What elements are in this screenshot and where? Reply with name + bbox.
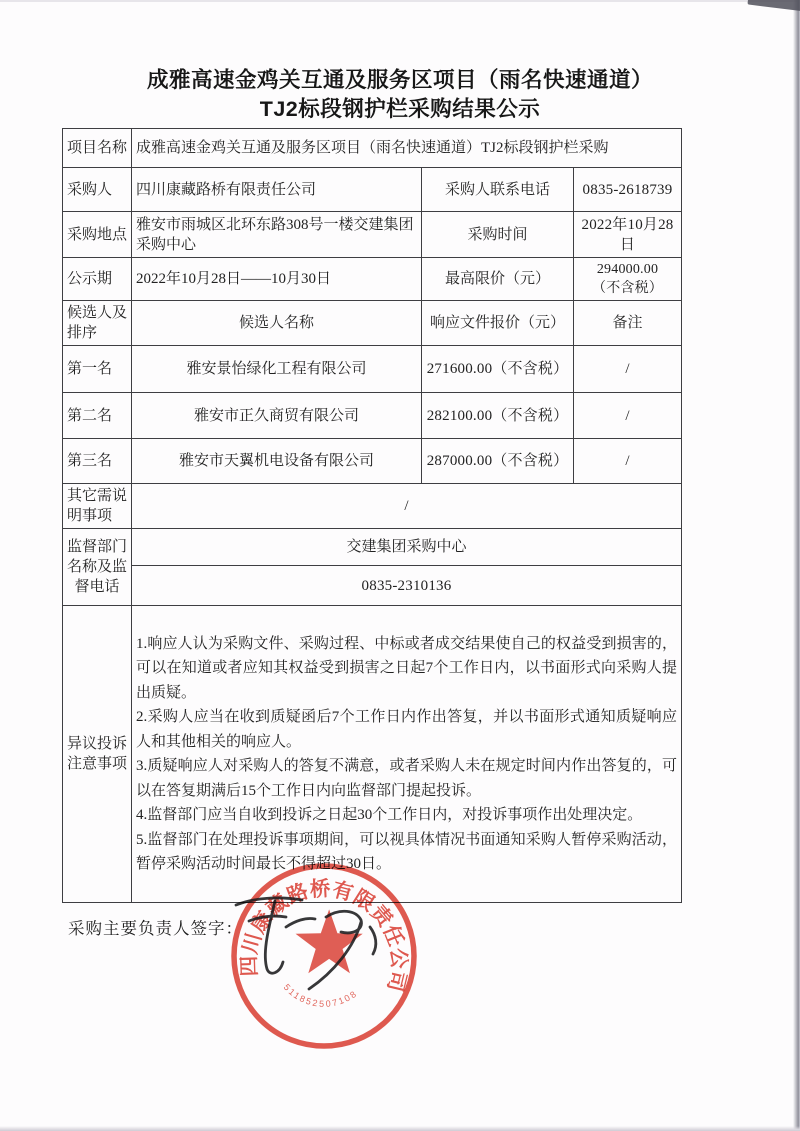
supervision-dept: 交建集团采购中心 xyxy=(132,529,682,566)
company-seal-and-signature xyxy=(222,855,427,1060)
objection-label: 异议投诉注意事项 xyxy=(63,606,132,903)
candidate-1-name: 雅安景怡绿化工程有限公司 xyxy=(132,346,422,393)
scan-smudge xyxy=(747,0,800,11)
svg-text:511852507108 xyxy=(282,982,360,1009)
seal-code: 511852507108 xyxy=(281,982,360,1009)
supervision-phone: 0835-2310136 xyxy=(132,566,682,606)
other-notes-label: 其它需说明事项 xyxy=(63,484,132,529)
table-row xyxy=(63,168,682,212)
purchase-time-label: 采购时间 xyxy=(422,212,574,258)
candidate-1-rank: 第一名 xyxy=(63,346,132,393)
purchaser-label: 采购人 xyxy=(63,168,132,212)
candidate-row-3 xyxy=(63,439,682,484)
max-price-value xyxy=(574,258,682,301)
max-price-tax-note: （不含税） xyxy=(592,281,663,296)
candidate-2-rank: 第二名 xyxy=(63,393,132,439)
objection-item-5: 5.监督部门在处理投诉事项期间，可以视具体情况书面通知采购人暂停采购活动，暂停采购活动时间最长不得超过30日。 xyxy=(136,831,678,872)
project-name-label: 项目名称 xyxy=(63,129,132,168)
publicity-period-label: 公示期 xyxy=(63,258,132,301)
table-row xyxy=(63,129,682,168)
scan-edge-top xyxy=(0,0,800,2)
location-label: 采购地点 xyxy=(63,212,132,258)
objection-item-1: 1.响应人认为采购文件、采购过程、中标或者成交结果使自己的权益受到损害的，可以在知道或者应知其权益受到损害之日起7个工作日内，以书面形式向采购人提出质疑。 xyxy=(136,635,678,701)
candidate-remark-header: 备注 xyxy=(574,301,682,346)
table-row xyxy=(63,484,682,529)
candidate-3-rank: 第三名 xyxy=(63,439,132,484)
candidate-row-2 xyxy=(63,393,682,439)
candidate-3-remark: / xyxy=(574,439,682,484)
seal-company-name: 四川康藏路桥有限责任公司 xyxy=(237,877,411,994)
signature-label: 采购主要负责人签字： xyxy=(68,919,243,938)
candidate-2-price: 282100.00（不含税） xyxy=(422,393,574,439)
page-title xyxy=(0,66,800,124)
supervision-label: 监督部门名称及监督电话 xyxy=(63,529,132,606)
table-header-row xyxy=(63,301,682,346)
publicity-period-value: 2022年10月28日——10月30日 xyxy=(132,258,422,301)
max-price-label: 最高限价（元） xyxy=(422,258,574,301)
scan-edge-right xyxy=(793,0,800,1131)
objection-item-3: 3.质疑响应人对采购人的答复不满意，或者采购人未在规定时间内作出答复的，可以在答复期满后15个工作日内向监督部门提起投诉。 xyxy=(136,758,678,799)
table-row xyxy=(63,212,682,258)
objection-item-4: 4.监督部门应当自收到投诉之日起30个工作日内，对投诉事项作出处理决定。 xyxy=(136,807,643,823)
other-notes-value: / xyxy=(132,484,682,529)
candidate-3-name: 雅安市天翼机电设备有限公司 xyxy=(132,439,422,484)
candidate-2-remark: / xyxy=(574,393,682,439)
candidate-2-name: 雅安市正久商贸有限公司 xyxy=(132,393,422,439)
company-seal xyxy=(222,855,427,1060)
candidate-row-1 xyxy=(63,346,682,393)
page-title-line1: 成雅高速金鸡关互通及服务区项目（雨名快速通道） xyxy=(146,68,653,92)
table-row xyxy=(63,529,682,566)
table-row xyxy=(63,258,682,301)
procurement-result-table xyxy=(62,128,682,903)
purchaser-contact-label: 采购人联系电话 xyxy=(422,168,574,212)
candidate-price-header: 响应文件报价（元） xyxy=(422,301,574,346)
candidate-3-price: 287000.00（不含税） xyxy=(422,439,574,484)
page-title-line2: TJ2标段钢护栏采购结果公示 xyxy=(259,97,541,121)
table-row xyxy=(63,566,682,606)
candidate-rank-header: 候选人及排序 xyxy=(63,301,132,346)
candidate-1-remark: / xyxy=(574,346,682,393)
max-price-amount: 294000.00 xyxy=(596,262,659,277)
purchase-time-value: 2022年10月28日 xyxy=(574,212,682,258)
location-value: 雅安市雨城区北环东路308号一楼交建集团采购中心 xyxy=(132,212,422,258)
candidate-1-price: 271600.00（不含税） xyxy=(422,346,574,393)
objection-item-2: 2.采购人应当在收到质疑函后7个工作日内作出答复，并以书面形式通知质疑响应人和其他相关的响应人。 xyxy=(136,709,678,750)
purchaser-value: 四川康藏路桥有限责任公司 xyxy=(132,168,422,212)
candidate-name-header: 候选人名称 xyxy=(132,301,422,346)
project-name-value: 成雅高速金鸡关互通及服务区项目（雨名快速通道）TJ2标段钢护栏采购 xyxy=(132,129,682,168)
purchaser-contact-value: 0835-2618739 xyxy=(574,168,682,212)
scan-edge-bottom xyxy=(0,1126,800,1131)
